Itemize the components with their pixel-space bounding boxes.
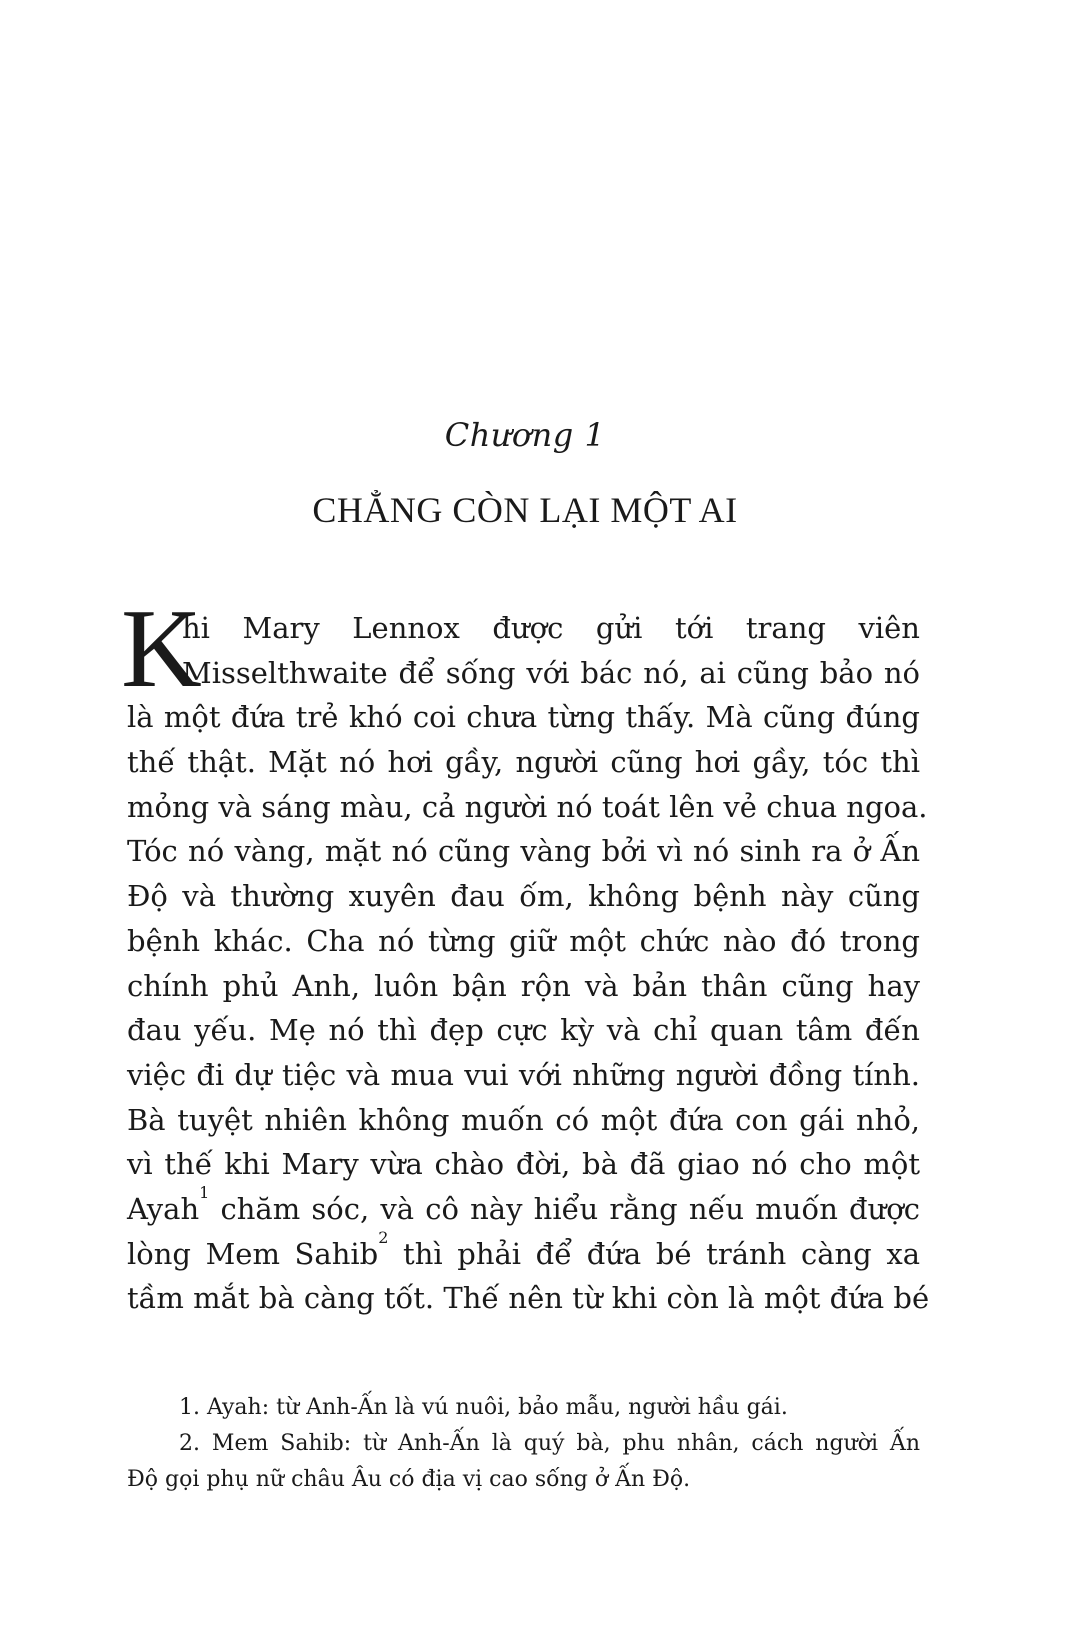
body-line: Misselthwaite để sống với bác nó, ai cũng bảo nó bbox=[182, 655, 920, 690]
text-mem-sahib: lòng Mem Sahib bbox=[127, 1236, 379, 1271]
body-line: việc đi dự tiệc và mua vui với những người đồng tính. bbox=[127, 1057, 920, 1092]
body-line: Tóc nó vàng, mặt nó cũng vàng bởi vì nó sinh ra ở Ấn bbox=[127, 834, 920, 869]
body-line: Độ và thường xuyên đau ốm, không bệnh này cũng bbox=[127, 879, 920, 914]
body-line: vì thế khi Mary vừa chào đời, bà đã giao nó cho một bbox=[127, 1147, 920, 1182]
footnote-ref-1: 1 bbox=[199, 1182, 210, 1202]
body-line-ayah bbox=[127, 1182, 920, 1232]
body-line: đau yếu. Mẹ nó thì đẹp cực kỳ và chỉ quan tâm đến bbox=[127, 1013, 920, 1048]
footnote-1: 1. Ayah: từ Anh-Ấn là vú nuôi, bảo mẫu, người hầu gái. bbox=[179, 1395, 788, 1420]
body-line: hi Mary Lennox được gửi tới trang viên bbox=[182, 611, 920, 645]
body-line: bệnh khác. Cha nó từng giữ một chức nào đó trong bbox=[127, 923, 920, 958]
body-text bbox=[127, 606, 930, 1321]
drop-cap: K bbox=[121, 587, 202, 711]
text-ayah-rest: chăm sóc, và cô này hiểu rằng nếu muốn được bbox=[209, 1191, 920, 1226]
footnote-2-line-2: Độ gọi phụ nữ châu Âu có địa vị cao sống ở Ấn Độ. bbox=[127, 1467, 691, 1492]
body-line: thế thật. Mặt nó hơi gầy, người cũng hơi gầy, tóc thì bbox=[127, 745, 920, 780]
body-line-mem-sahib bbox=[127, 1227, 920, 1277]
body-line: tầm mắt bà càng tốt. Thế nên từ khi còn là một đứa bé bbox=[127, 1281, 930, 1316]
footnotes bbox=[127, 1390, 920, 1498]
footnote-2-line-1: 2. Mem Sahib: từ Anh-Ấn là quý bà, phu nhân, cách người Ấn bbox=[179, 1431, 920, 1456]
drop-cap-lines bbox=[127, 606, 920, 695]
footnote-ref-2: 2 bbox=[378, 1227, 389, 1247]
body-line: Bà tuyệt nhiên không muốn có một đứa con gái nhỏ, bbox=[127, 1102, 920, 1137]
text-ayah: Ayah bbox=[127, 1191, 200, 1226]
chapter-label: Chương 1 bbox=[444, 416, 606, 454]
text-mem-sahib-rest: thì phải để đứa bé tránh càng xa bbox=[388, 1236, 920, 1271]
body-line: chính phủ Anh, luôn bận rộn và bản thân cũng hay bbox=[127, 968, 920, 1003]
body-line: là một đứa trẻ khó coi chưa từng thấy. Mà cũng đúng bbox=[127, 700, 920, 735]
body-line: mỏng và sáng màu, cả người nó toát lên vẻ chua ngoa. bbox=[127, 789, 928, 824]
chapter-title: CHẲNG CÒN LẠI MỘT AI bbox=[312, 490, 738, 530]
